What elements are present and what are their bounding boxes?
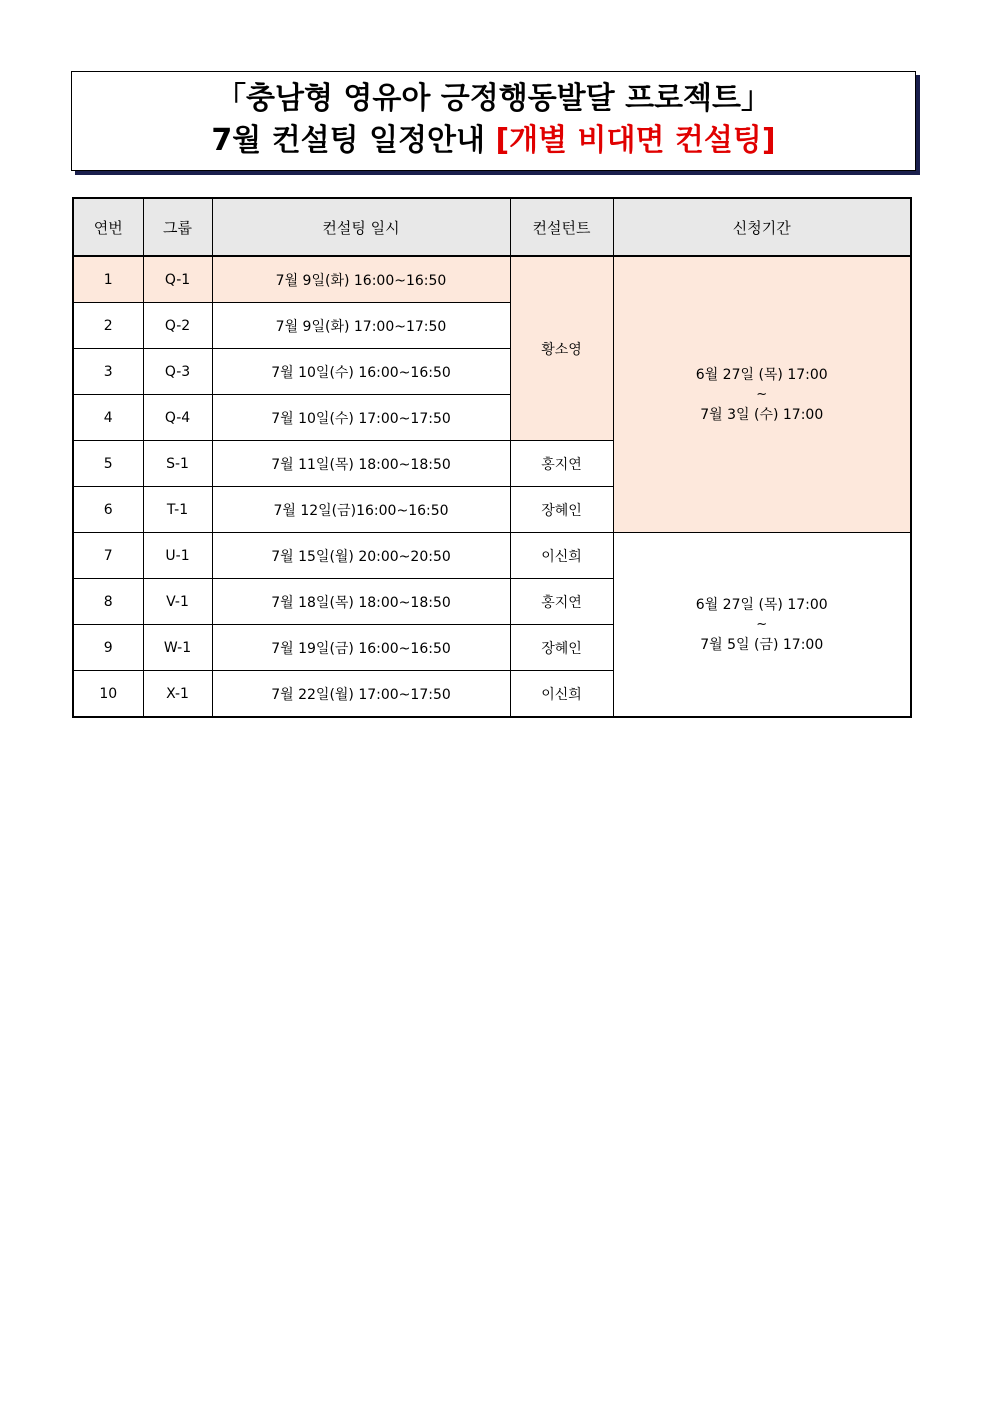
schedule-table bbox=[72, 197, 912, 718]
cell-no: 9 bbox=[73, 625, 143, 671]
cell-consultant: 홍지연 bbox=[510, 579, 613, 625]
cell-datetime: 7월 19일(금) 16:00~16:50 bbox=[212, 625, 510, 671]
header-no: 연번 bbox=[73, 198, 143, 256]
table-row bbox=[73, 256, 911, 303]
cell-group: Q-1 bbox=[143, 256, 212, 303]
cell-period-2 bbox=[613, 533, 911, 718]
title-box bbox=[71, 71, 916, 171]
cell-datetime: 7월 10일(수) 16:00~16:50 bbox=[212, 349, 510, 395]
table-row bbox=[73, 533, 911, 579]
cell-group: V-1 bbox=[143, 579, 212, 625]
cell-group: U-1 bbox=[143, 533, 212, 579]
cell-group: W-1 bbox=[143, 625, 212, 671]
header-period: 신청기간 bbox=[613, 198, 911, 256]
period-2-sep: ~ bbox=[756, 616, 768, 632]
cell-datetime: 7월 18일(목) 18:00~18:50 bbox=[212, 579, 510, 625]
title-highlight: [개별 비대면 컨설팅] bbox=[495, 123, 776, 158]
cell-no: 2 bbox=[73, 303, 143, 349]
cell-no: 4 bbox=[73, 395, 143, 441]
header-consultant: 컨설턴트 bbox=[510, 198, 613, 256]
cell-consultant: 장혜인 bbox=[510, 487, 613, 533]
cell-no: 5 bbox=[73, 441, 143, 487]
cell-no: 10 bbox=[73, 671, 143, 718]
cell-group: Q-3 bbox=[143, 349, 212, 395]
cell-consultant: 이신희 bbox=[510, 533, 613, 579]
cell-datetime: 7월 9일(화) 17:00~17:50 bbox=[212, 303, 510, 349]
period-1-start: 6월 27일 (목) 17:00 bbox=[695, 366, 828, 383]
cell-no: 8 bbox=[73, 579, 143, 625]
cell-group: Q-4 bbox=[143, 395, 212, 441]
cell-datetime: 7월 15일(월) 20:00~20:50 bbox=[212, 533, 510, 579]
cell-datetime: 7월 22일(월) 17:00~17:50 bbox=[212, 671, 510, 718]
cell-group: T-1 bbox=[143, 487, 212, 533]
cell-datetime: 7월 12일(금)16:00~16:50 bbox=[212, 487, 510, 533]
header-datetime: 컨설팅 일시 bbox=[212, 198, 510, 256]
cell-period-1 bbox=[613, 256, 911, 533]
cell-no: 1 bbox=[73, 256, 143, 303]
header-group: 그룹 bbox=[143, 198, 212, 256]
title-line-1: 「충남형 영유아 긍정행동발달 프로젝트」 bbox=[215, 81, 771, 116]
cell-group: Q-2 bbox=[143, 303, 212, 349]
title-line-2 bbox=[72, 120, 915, 162]
period-1-end: 7월 3일 (수) 17:00 bbox=[700, 406, 824, 423]
period-1-sep: ~ bbox=[756, 386, 768, 402]
title-main: 7월 컨설팅 일정안내 bbox=[211, 123, 496, 158]
cell-datetime: 7월 10일(수) 17:00~17:50 bbox=[212, 395, 510, 441]
table-header-row bbox=[73, 198, 911, 256]
cell-consultant: 장혜인 bbox=[510, 625, 613, 671]
cell-no: 3 bbox=[73, 349, 143, 395]
period-2-end: 7월 5일 (금) 17:00 bbox=[700, 636, 824, 653]
cell-consultant: 이신희 bbox=[510, 671, 613, 718]
period-2-start: 6월 27일 (목) 17:00 bbox=[695, 596, 828, 613]
cell-consultant: 홍지연 bbox=[510, 441, 613, 487]
cell-no: 7 bbox=[73, 533, 143, 579]
cell-group: S-1 bbox=[143, 441, 212, 487]
cell-group: X-1 bbox=[143, 671, 212, 718]
cell-no: 6 bbox=[73, 487, 143, 533]
cell-consultant: 황소영 bbox=[510, 256, 613, 441]
cell-datetime: 7월 9일(화) 16:00~16:50 bbox=[212, 256, 510, 303]
cell-datetime: 7월 11일(목) 18:00~18:50 bbox=[212, 441, 510, 487]
